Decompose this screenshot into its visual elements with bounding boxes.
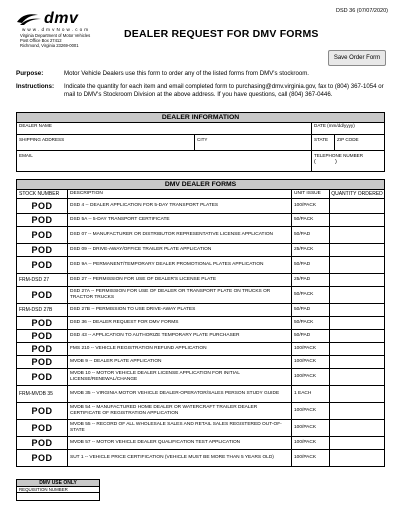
swoosh-icon bbox=[16, 12, 42, 26]
description-cell: MVDB 55 -- RECORD OF ALL WHOLESALE SALES AND RETAIL SALES REGISTERED OUT-OF-STATE bbox=[68, 420, 292, 436]
stock-number-cell: POD bbox=[17, 343, 68, 355]
unit-issue-cell: 50/PAD bbox=[292, 257, 330, 273]
table-row bbox=[17, 386, 384, 403]
quantity-input[interactable] bbox=[330, 450, 384, 466]
description-cell: MVDB 35 -- VIRGINIA MOTOR VEHICLE DEALER-OPERATOR/SALES PERSON STUDY GUIDE bbox=[68, 386, 292, 402]
unit-issue-cell: 100/PACK bbox=[292, 450, 330, 466]
zip-code-field[interactable]: ZIP CODE bbox=[337, 137, 359, 142]
description-cell: DSD 4 -- DEALER APPLICATION FOR 5-DAY TRANSPORT PLATES bbox=[68, 199, 292, 213]
purpose-label: Purpose: bbox=[16, 70, 44, 77]
table-row bbox=[17, 369, 384, 386]
col-quantity-ordered: QUANTITY ORDERED bbox=[331, 191, 383, 197]
col-description: DESCRIPTION bbox=[68, 190, 292, 198]
divider bbox=[311, 150, 312, 172]
dmv-use-only-section bbox=[16, 479, 100, 493]
table-row bbox=[17, 257, 384, 274]
description-cell: FMS 210 -- VEHICLE REGISTRATION REFUND APPLICATION bbox=[68, 343, 292, 355]
dealer-info-title: DEALER INFORMATION bbox=[17, 113, 384, 123]
unit-issue-cell: 100/PACK bbox=[292, 437, 330, 449]
city-field[interactable]: CITY bbox=[197, 137, 208, 142]
quantity-input[interactable] bbox=[330, 199, 384, 213]
description-cell: DSD 36 -- DEALER REQUEST FOR DMV FORMS bbox=[68, 317, 292, 329]
col-unit-issue: UNIT ISSUE bbox=[292, 190, 330, 198]
logo-wordmark: dmv bbox=[44, 10, 79, 27]
description-cell: MVDB 10 -- MOTOR VEHICLE DEALER LICENSE APPLICATION FOR INITIAL LICENSE/RENEWAL/CHANGE bbox=[68, 369, 292, 385]
table-row bbox=[17, 227, 384, 244]
date-field[interactable]: DATE (mm/dd/yyyy) bbox=[314, 123, 355, 128]
logo-address bbox=[20, 33, 114, 48]
stock-number-cell: POD bbox=[17, 214, 68, 226]
unit-issue-cell: 100/PACK bbox=[292, 343, 330, 355]
phone-paren-open: ( bbox=[314, 159, 316, 165]
city-line: Richmond, Virginia 23269-0001 bbox=[20, 43, 79, 48]
quantity-input[interactable] bbox=[330, 420, 384, 436]
table-row bbox=[17, 317, 384, 330]
table-row bbox=[17, 403, 384, 420]
divider bbox=[17, 150, 384, 151]
stock-number-cell: POD bbox=[17, 227, 68, 243]
stock-number-cell: POD bbox=[17, 317, 68, 329]
stock-number-cell: FRM-MVDB 35 bbox=[17, 386, 68, 402]
page-title: DEALER REQUEST FOR DMV FORMS bbox=[124, 28, 319, 40]
unit-issue-cell: 100/PACK bbox=[292, 356, 330, 368]
unit-issue-cell: 100/PACK bbox=[292, 420, 330, 436]
quantity-input[interactable] bbox=[330, 274, 384, 286]
table-body bbox=[17, 199, 384, 466]
stock-number-cell: POD bbox=[17, 287, 68, 303]
description-cell: DSD 9A -- PERMANENT/TEMPORARY DEALER PROMOTIONAL PLATES APPLICATION bbox=[68, 257, 292, 273]
form-number: DSD 36 (07/07/2020) bbox=[336, 8, 388, 14]
dealer-info-section bbox=[16, 112, 385, 172]
logo-url: w w w . d m v N o w . c o m bbox=[22, 27, 89, 32]
divider bbox=[194, 134, 195, 150]
quantity-input[interactable] bbox=[330, 304, 384, 316]
quantity-input[interactable] bbox=[330, 257, 384, 273]
quantity-input[interactable] bbox=[330, 356, 384, 368]
divider bbox=[334, 134, 335, 150]
unit-issue-cell: 1 EACH bbox=[292, 386, 330, 402]
quantity-input[interactable] bbox=[330, 227, 384, 243]
dmv-use-title: DMV USE ONLY bbox=[17, 480, 99, 487]
unit-issue-cell: 25/PAD bbox=[292, 274, 330, 286]
description-cell: MVDB 9 -- DEALER PLATE APPLICATION bbox=[68, 356, 292, 368]
description-cell: DSD 27A -- PERMISSION FOR USE OF DEALER OR TRANSPORT PLATE ON TRUCKS OR TRACTOR TRUCKS bbox=[68, 287, 292, 303]
stock-number-cell: POD bbox=[17, 450, 68, 466]
quantity-input[interactable] bbox=[330, 214, 384, 226]
quantity-input[interactable] bbox=[330, 343, 384, 355]
dealer-name-field[interactable]: DEALER NAME bbox=[19, 123, 52, 128]
divider bbox=[311, 134, 312, 150]
table-row bbox=[17, 214, 384, 227]
table-row bbox=[17, 437, 384, 450]
unit-issue-cell: 100/PACK bbox=[292, 199, 330, 213]
unit-issue-cell: 50/PAD bbox=[292, 330, 330, 342]
stock-number-cell: POD bbox=[17, 403, 68, 419]
table-row bbox=[17, 287, 384, 304]
logo-mark bbox=[16, 11, 114, 27]
table-row bbox=[17, 450, 384, 466]
table-row bbox=[17, 330, 384, 343]
unit-issue-cell: 100/PACK bbox=[292, 369, 330, 385]
po-box: Post Office Box 27412 bbox=[20, 38, 62, 43]
description-cell: DSD 27B -- PERMISSION TO USE DRIVE-AWAY PLATES bbox=[68, 304, 292, 316]
stock-number-cell: POD bbox=[17, 330, 68, 342]
stock-number-cell: POD bbox=[17, 244, 68, 256]
instructions-text: Indicate the quantity for each item and email completed form to purchasing@dmv.virginia.gov, fax to (804) 367-1054 or mail to DMV's Stockroom Division at the above address. If you have questions, call (804) 367-0446. bbox=[64, 83, 384, 99]
divider bbox=[311, 122, 312, 134]
table-row bbox=[17, 356, 384, 369]
save-order-form-button[interactable]: Save Order Form bbox=[328, 50, 386, 66]
agency-name: Virginia Department of Motor Vehicles bbox=[20, 33, 91, 38]
description-cell: DSD 27 -- PERMISSION FOR USE OF DEALER'S LICENSE PLATE bbox=[68, 274, 292, 286]
instructions-label: Instructions: bbox=[16, 83, 55, 90]
unit-issue-cell: 50/PACK bbox=[292, 317, 330, 329]
stock-number-cell: FRM-DSD 27 bbox=[17, 274, 68, 286]
stock-number-cell: POD bbox=[17, 437, 68, 449]
quantity-input[interactable] bbox=[330, 369, 384, 385]
quantity-input[interactable] bbox=[330, 403, 384, 419]
description-cell: SUT 1 -- VEHICLE PRICE CERTIFICATION (VEHICLE MUST BE MORE THAN 5 YEARS OLD) bbox=[68, 450, 292, 466]
table-row bbox=[17, 420, 384, 437]
table-row bbox=[17, 244, 384, 257]
unit-issue-cell: 50/PAD bbox=[292, 304, 330, 316]
forms-table-title: DMV DEALER FORMS bbox=[17, 180, 384, 190]
stock-number-cell: POD bbox=[17, 420, 68, 436]
quantity-input[interactable] bbox=[330, 386, 384, 402]
description-cell: MVDB 57 -- MOTOR VEHICLE DEALER QUALIFICATION TEST APPLICATION bbox=[68, 437, 292, 449]
divider bbox=[17, 134, 384, 135]
quantity-input[interactable] bbox=[330, 244, 384, 256]
table-row bbox=[17, 304, 384, 317]
description-cell: DSD 43 -- APPLICATION TO AUTHORIZE TEMPORARY PLATE PURCHASER bbox=[68, 330, 292, 342]
shipping-address-field[interactable]: SHIPPING ADDRESS bbox=[19, 137, 65, 142]
description-cell: DSD 07 -- MANUFACTURER OR DISTRIBUTOR REPRESENTATIVE LICENSE APPLICATION bbox=[68, 227, 292, 243]
purpose-text: Motor Vehicle Dealers use this form to order any of the listed forms from DMV's stockroom. bbox=[64, 70, 309, 77]
stock-number-cell: POD bbox=[17, 199, 68, 213]
description-cell: MVDB 54 -- MANUFACTURED HOME DEALER OR WATERCRAFT TRAILER DEALER CERTIFICATE OF REGISTRATION APPLICATION bbox=[68, 403, 292, 419]
unit-issue-cell: 50/PACK bbox=[292, 287, 330, 303]
quantity-input[interactable] bbox=[330, 287, 384, 303]
table-row bbox=[17, 274, 384, 287]
stock-number-cell: POD bbox=[17, 369, 68, 385]
table-row bbox=[17, 199, 384, 214]
table-row bbox=[17, 343, 384, 356]
description-cell: DSD 5A -- 5-DAY TRANSPORT CERTIFICATE bbox=[68, 214, 292, 226]
unit-issue-cell: 50/PACK bbox=[292, 214, 330, 226]
description-cell: DSD 09 -- DRIVE-AWAY/OFFICE TRAILER PLATE APPLICATION bbox=[68, 244, 292, 256]
dmv-logo bbox=[16, 11, 114, 48]
requisition-number-field[interactable] bbox=[16, 492, 100, 501]
stock-number-cell: POD bbox=[17, 257, 68, 273]
requisition-number-label: REQUISITION NUMBER bbox=[19, 487, 68, 492]
quantity-input[interactable] bbox=[330, 437, 384, 449]
email-field[interactable]: EMAIL bbox=[19, 153, 33, 158]
unit-issue-cell: 50/PAD bbox=[292, 227, 330, 243]
unit-issue-cell: 100/PACK bbox=[292, 403, 330, 419]
state-field[interactable]: STATE bbox=[314, 137, 329, 142]
phone-paren-close: ) bbox=[335, 159, 337, 165]
quantity-input[interactable] bbox=[330, 317, 384, 329]
table-header bbox=[17, 190, 384, 199]
dealer-forms-table bbox=[16, 179, 385, 467]
unit-issue-cell: 25/PACK bbox=[292, 244, 330, 256]
stock-number-cell: POD bbox=[17, 356, 68, 368]
quantity-input[interactable] bbox=[330, 330, 384, 342]
col-stock-number: STOCK NUMBER bbox=[17, 190, 68, 198]
telephone-field[interactable]: TELEPHONE NUMBER bbox=[314, 153, 364, 158]
stock-number-cell: FRM-DSD 27B bbox=[17, 304, 68, 316]
